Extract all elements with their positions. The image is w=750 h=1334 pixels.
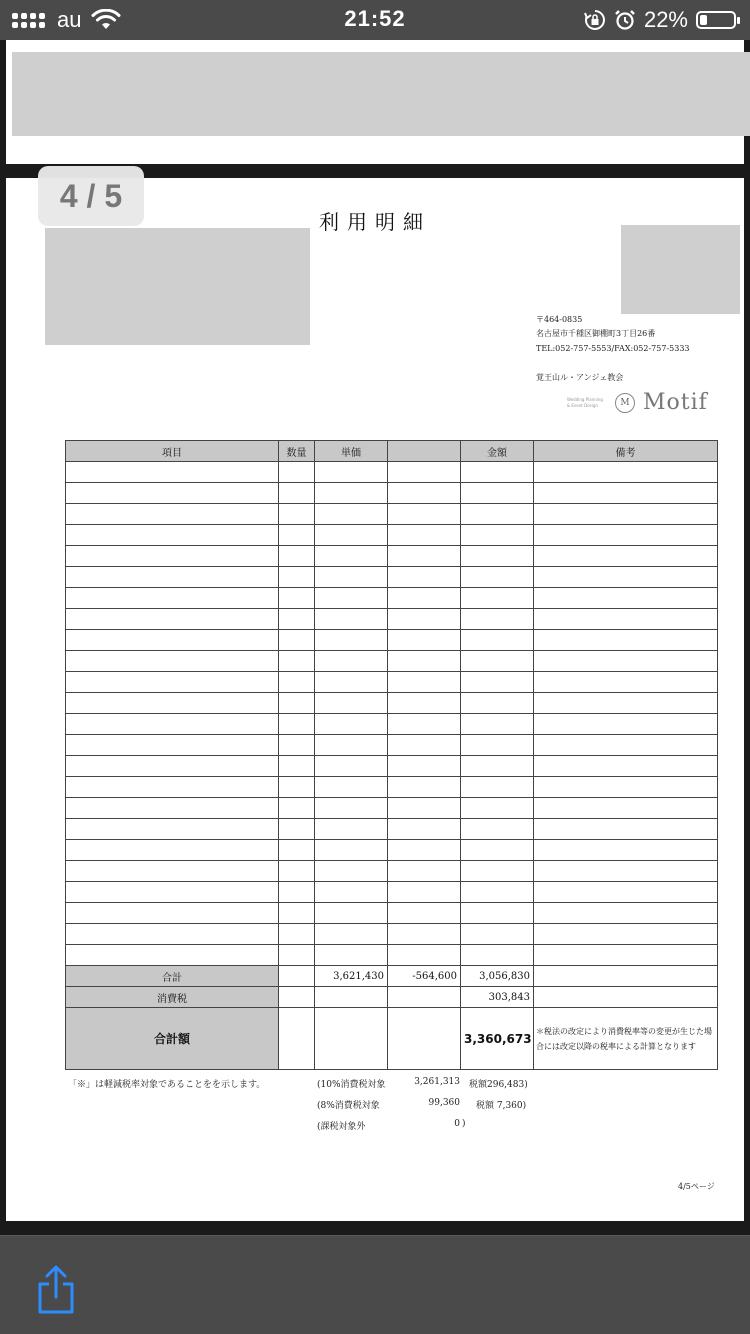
tax-breakdown-label: (課税対象外 — [317, 1122, 366, 1132]
tax-breakdown-tax: 税額 7,360) — [476, 1101, 527, 1111]
subtotal-label: 合計 — [66, 966, 279, 987]
footnote: 「※」は軽減税率対象であることをを示します。 — [68, 1080, 266, 1090]
subtotal-discount: -564,600 — [388, 966, 461, 987]
column-header: 数量 — [279, 441, 315, 462]
table-row — [66, 525, 718, 546]
table-row — [66, 882, 718, 903]
alarm-icon — [614, 9, 636, 31]
clock: 21:52 — [344, 6, 406, 31]
table-header-row — [66, 441, 718, 462]
table-row — [66, 651, 718, 672]
table-row — [66, 903, 718, 924]
grand-total-note: ＊税法の改定により消費税率等の変更が生じた場合には改定以降の税率による計算となります — [534, 1008, 718, 1070]
table-row — [66, 693, 718, 714]
table-row — [66, 588, 718, 609]
table-row — [66, 483, 718, 504]
carrier-name: au — [57, 7, 82, 32]
table-row — [66, 777, 718, 798]
tax-label: 消費税 — [66, 987, 279, 1008]
table-row — [66, 840, 718, 861]
status-bar — [0, 0, 750, 40]
street-address: 名古屋市千種区御棚町3丁目26番 — [536, 329, 656, 338]
document-title: 利用明細 — [319, 210, 431, 234]
venue-name: 覚王山ル・アンジェ教会 — [536, 373, 624, 382]
table-row — [66, 924, 718, 945]
table-row — [66, 504, 718, 525]
tax-breakdown-value: 0 — [454, 1119, 460, 1129]
subtotal-unit-price: 3,621,430 — [315, 966, 388, 987]
share-icon[interactable] — [34, 1264, 78, 1316]
table-row — [66, 630, 718, 651]
column-header: 項目 — [66, 441, 279, 462]
tax-breakdown-tax: 税額296,483) — [469, 1080, 528, 1090]
table-row — [66, 945, 718, 966]
tax-breakdown-value: 99,360 — [428, 1098, 460, 1108]
table-row — [66, 756, 718, 777]
logo-tagline: & Event Design — [567, 402, 598, 408]
tax-amount: 303,843 — [461, 987, 534, 1008]
tax-breakdown-tax: ) — [462, 1119, 466, 1129]
tax-breakdown-value: 3,261,313 — [414, 1077, 460, 1087]
subtotal-amount: 3,056,830 — [461, 966, 534, 987]
logo-name: Motif — [643, 390, 708, 415]
table-row — [66, 735, 718, 756]
table-row — [66, 462, 718, 483]
table-row — [66, 798, 718, 819]
column-header: 単価 — [315, 441, 388, 462]
column-header: 備考 — [534, 441, 718, 462]
redacted-area — [621, 225, 740, 314]
orientation-lock-icon — [584, 9, 606, 31]
subtotal-note — [534, 966, 718, 987]
page-number: 4/5ページ — [678, 1182, 715, 1191]
column-header — [388, 441, 461, 462]
tax-row — [66, 987, 718, 1008]
tax-breakdown-label: (8%消費税対象 — [317, 1101, 380, 1111]
logo-mark: M — [615, 393, 635, 413]
table-row — [66, 546, 718, 567]
grand-total-amount: 3,360,673 — [461, 1008, 534, 1070]
bottom-toolbar — [0, 1235, 750, 1334]
redacted-area — [12, 52, 750, 136]
motif-logo — [567, 390, 708, 415]
redacted-area — [45, 228, 310, 345]
subtotal-row — [66, 966, 718, 987]
tel-fax: TEL:052-757-5553/FAX:052-757-5333 — [536, 344, 690, 353]
table-row — [66, 567, 718, 588]
tax-breakdown-label: (10%消費税対象 — [317, 1080, 386, 1090]
battery-percent: 22% — [643, 7, 688, 32]
postal-code: 〒464-0835 — [536, 315, 583, 324]
table-row — [66, 714, 718, 735]
column-header: 金額 — [461, 441, 534, 462]
grand-total-row — [66, 1008, 718, 1070]
table-row — [66, 861, 718, 882]
grand-total-label: 合計額 — [66, 1008, 279, 1070]
table-row — [66, 819, 718, 840]
logo-tagline: Wedding Planning — [567, 396, 603, 402]
page-indicator: 4 / 5 — [38, 166, 144, 226]
table-row — [66, 672, 718, 693]
detail-table — [65, 440, 718, 1070]
battery-icon — [696, 11, 736, 29]
table-row — [66, 609, 718, 630]
subtotal-qty — [279, 966, 315, 987]
